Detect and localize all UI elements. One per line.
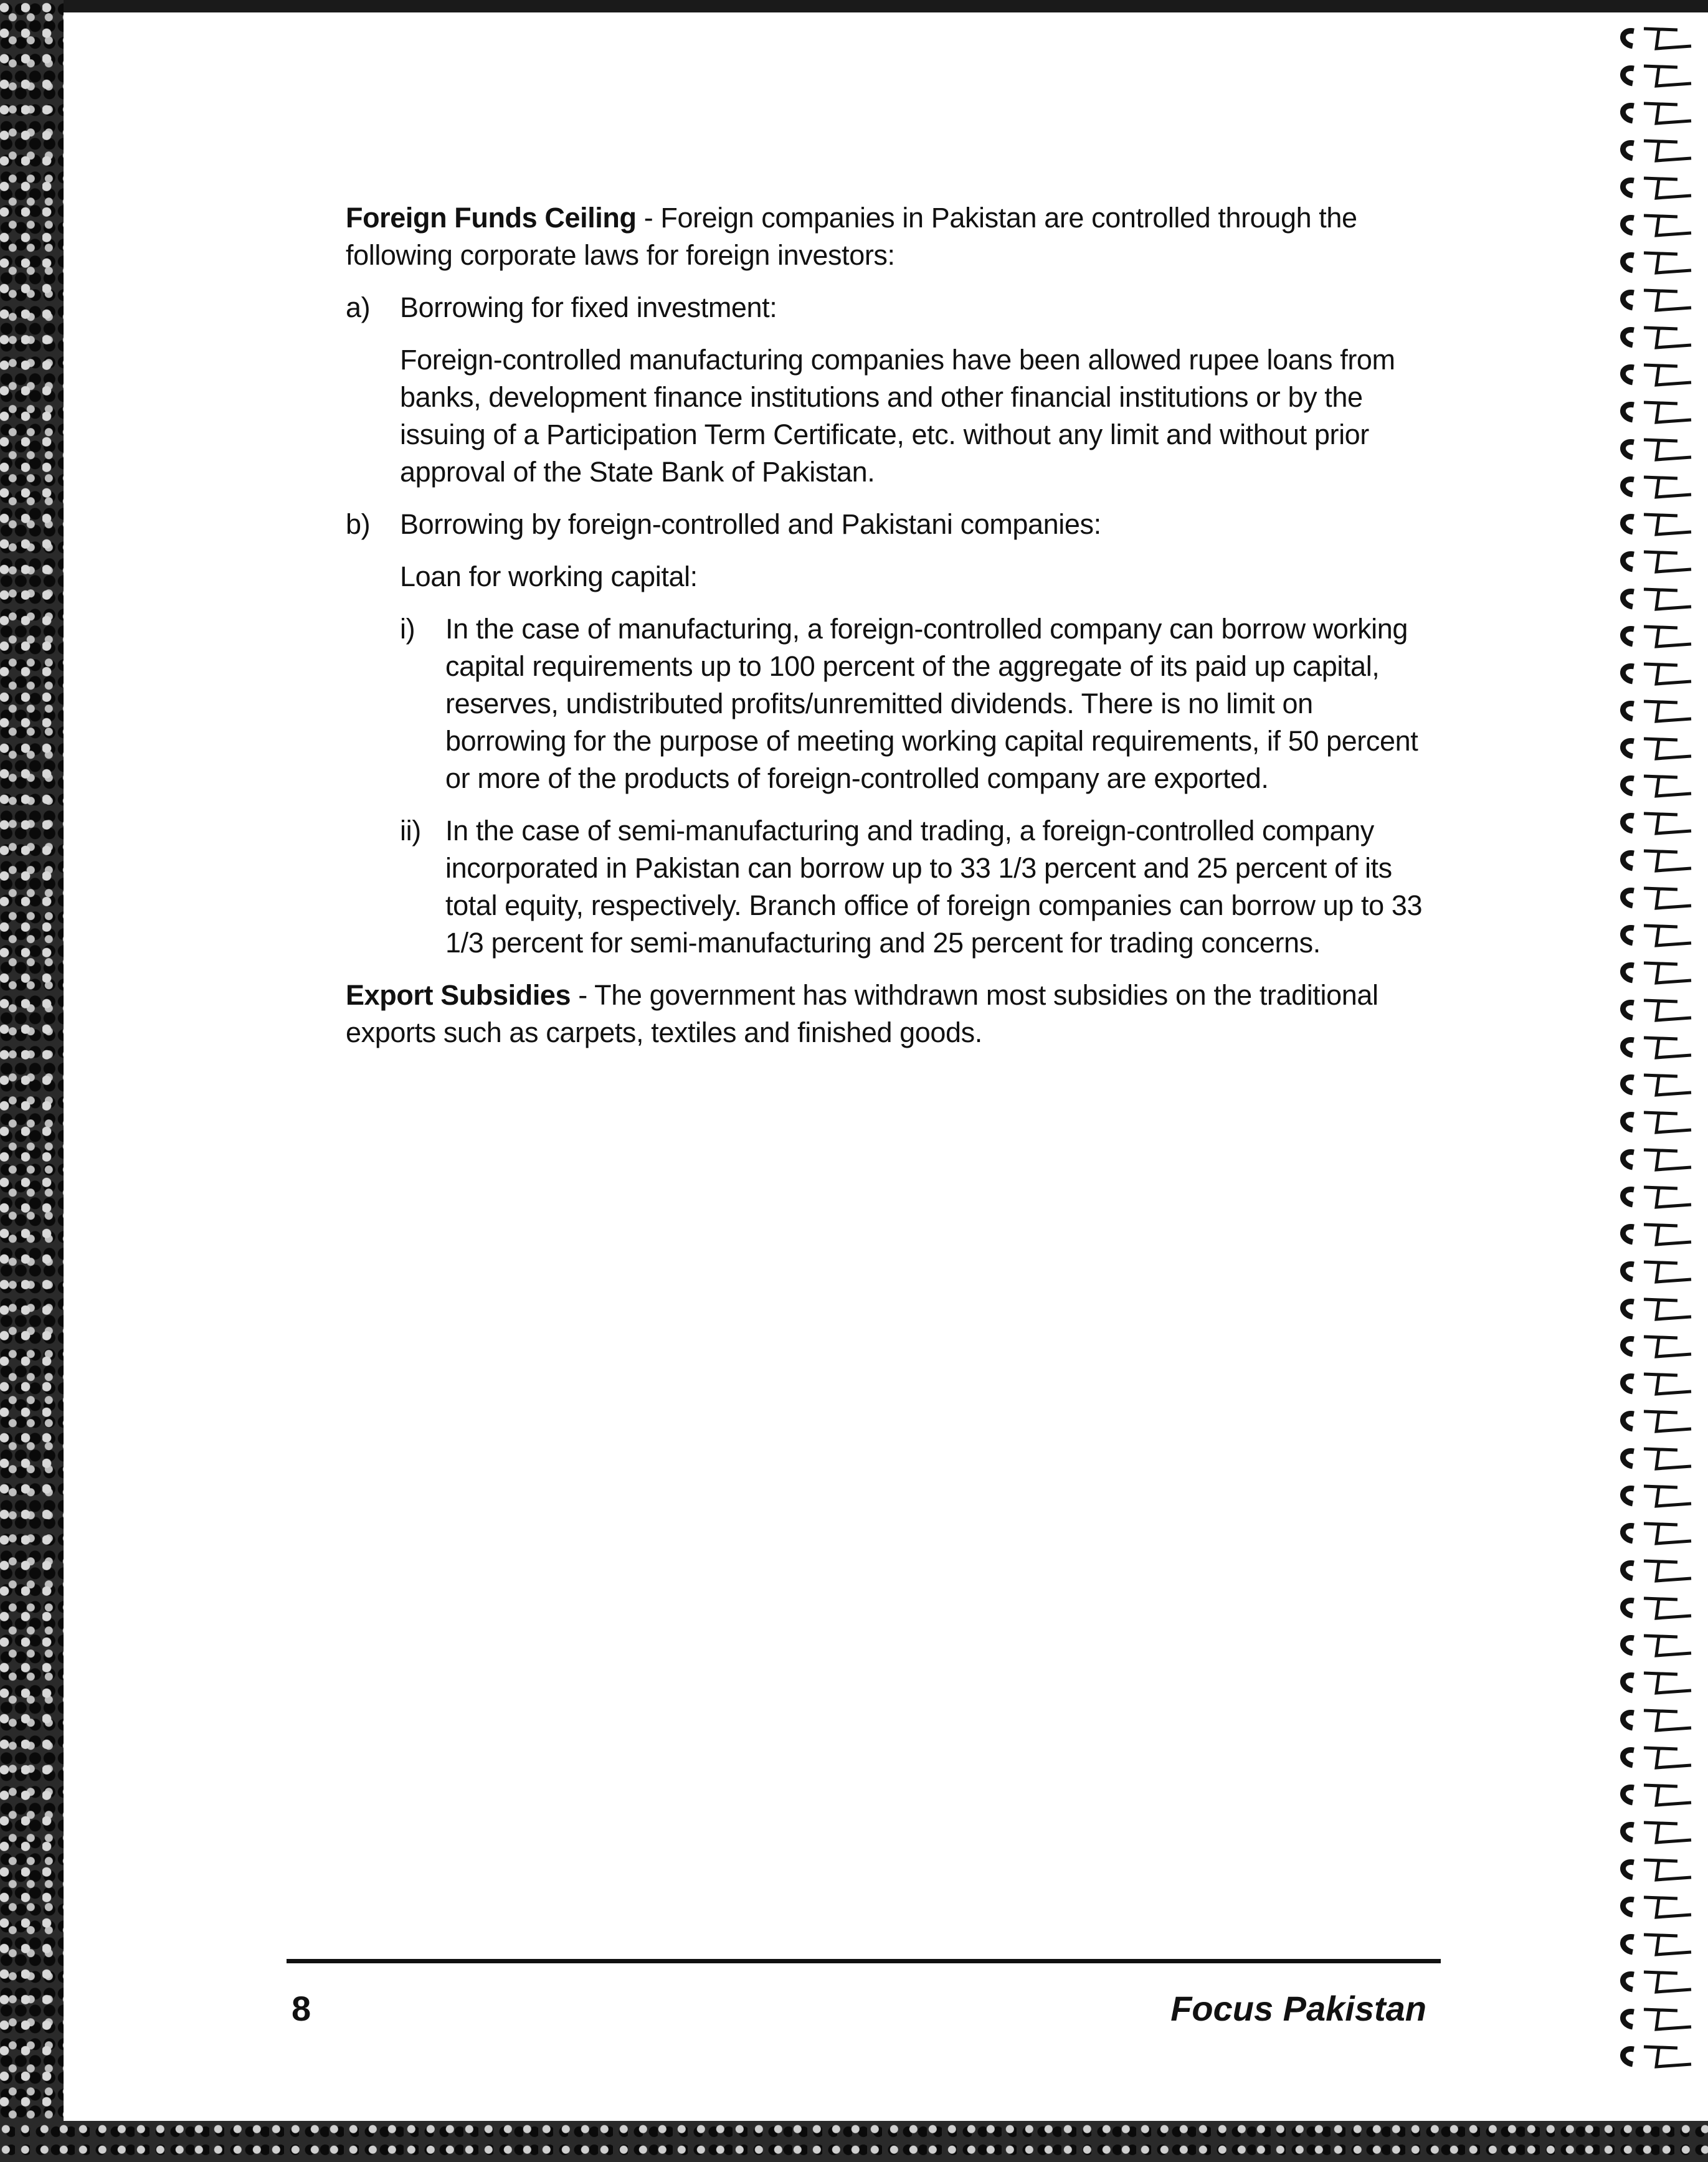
spiral-ring xyxy=(1615,1109,1696,1136)
spiral-ring xyxy=(1615,586,1696,613)
page-number: 8 xyxy=(292,1989,311,2028)
sub-label-i: i) xyxy=(400,613,415,645)
list-item-b-title: Borrowing by foreign-controlled and Pakistani companies: xyxy=(400,508,1101,540)
list-item-a-title: Borrowing for fixed investment: xyxy=(400,292,777,323)
scan-border-bottom xyxy=(0,2121,1708,2162)
spiral-ring xyxy=(1615,2006,1696,2033)
spiral-ring xyxy=(1615,1557,1696,1585)
spiral-ring xyxy=(1615,1445,1696,1472)
spiral-ring xyxy=(1615,623,1696,650)
spiral-ring xyxy=(1615,1707,1696,1734)
spiral-ring xyxy=(1615,698,1696,725)
spiral-ring xyxy=(1615,1856,1696,1884)
spiral-ring xyxy=(1615,1370,1696,1398)
spiral-ring xyxy=(1615,100,1696,127)
spiral-ring xyxy=(1615,2043,1696,2070)
spiral-ring xyxy=(1615,1146,1696,1173)
spiral-ring xyxy=(1615,436,1696,463)
spiral-ring xyxy=(1615,1296,1696,1323)
spiral-ring xyxy=(1615,1221,1696,1248)
spiral-ring xyxy=(1615,1819,1696,1846)
spiral-ring xyxy=(1615,212,1696,239)
spiral-ring xyxy=(1615,1931,1696,1958)
spiral-ring xyxy=(1615,660,1696,688)
spiral-ring xyxy=(1615,735,1696,762)
spiral-ring xyxy=(1615,1669,1696,1697)
spiral-ring xyxy=(1615,25,1696,52)
spiral-ring xyxy=(1615,884,1696,912)
spiral-ring xyxy=(1615,399,1696,426)
scan-border-left xyxy=(0,0,64,2162)
spiral-ring xyxy=(1615,324,1696,351)
spiral-ring xyxy=(1615,361,1696,389)
spiral-ring xyxy=(1615,473,1696,501)
foreign-funds-paragraph xyxy=(346,199,1436,274)
sub-item-i-text: In the case of manufacturing, a foreign-controlled company can borrow working capital requirements up to 100 percent of the aggregate of its paid up capital, reserves, undistributed profits/unremitted dividends. There is no limit on borrowing for the purpose of meeting working capital requirements, if 50 percent or more of the products of foreign-controlled company are exported. xyxy=(445,613,1418,794)
list-item-a xyxy=(346,289,1436,326)
list-label-b: b) xyxy=(346,508,371,540)
export-subsidies-paragraph xyxy=(346,977,1436,1051)
sub-item-ii xyxy=(346,812,1436,962)
spiral-ring xyxy=(1615,810,1696,837)
export-subsidies-body: - The government has withdrawn most subsidies on the traditional exports such as carpets, textiles and finished goods. xyxy=(346,979,1378,1048)
footer-rule xyxy=(287,1959,1441,1963)
spiral-ring xyxy=(1615,1071,1696,1099)
spiral-ring xyxy=(1615,922,1696,949)
foreign-funds-heading: Foreign Funds Ceiling xyxy=(346,202,637,234)
spiral-ring xyxy=(1615,1034,1696,1061)
list-item-a-body: Foreign-controlled manufacturing companies have been allowed rupee loans from banks, development finance institutions and other financial institutions or by the issuing of a Participation Term Certificate, etc. without any limit and without prior approval of the State Bank of Pakistan. xyxy=(400,344,1395,488)
sub-item-ii-text: In the case of semi-manufacturing and trading, a foreign-controlled company incorporated in Pakistan can borrow up to 33 1/3 percent and 25 percent of its total equity, respectively. Branch office of foreign companies can borrow up to 33 1/3 percent for semi-manufacturing and 25 percent for trading concerns. xyxy=(445,815,1423,959)
list-item-b xyxy=(346,506,1436,543)
spiral-ring xyxy=(1615,1894,1696,1921)
spiral-ring xyxy=(1615,1781,1696,1809)
spiral-ring xyxy=(1615,1520,1696,1547)
spiral-ring xyxy=(1615,1258,1696,1286)
spiral-ring xyxy=(1615,1595,1696,1622)
list-item-b-subtitle: Loan for working capital: xyxy=(400,561,698,592)
spiral-ring xyxy=(1615,959,1696,987)
spiral-ring xyxy=(1615,1968,1696,1996)
spiral-ring xyxy=(1615,1333,1696,1360)
spiral-ring xyxy=(1615,1482,1696,1510)
spiral-ring xyxy=(1615,847,1696,875)
sub-item-i xyxy=(346,610,1436,797)
spiral-ring xyxy=(1615,249,1696,277)
publication-title: Focus Pakistan xyxy=(1170,1989,1426,2028)
list-label-a: a) xyxy=(346,292,371,323)
sub-label-ii: ii) xyxy=(400,815,421,846)
foreign-funds-intro: - Foreign companies in Pakistan are controlled through the following corporate laws for foreign investors: xyxy=(346,202,1357,271)
spiral-ring xyxy=(1615,772,1696,800)
export-subsidies-heading: Export Subsidies xyxy=(346,979,571,1011)
spiral-binding xyxy=(1610,25,1708,2121)
spiral-ring xyxy=(1615,174,1696,202)
spiral-ring xyxy=(1615,997,1696,1024)
spiral-ring xyxy=(1615,1183,1696,1211)
spiral-ring xyxy=(1615,1408,1696,1435)
scan-border-top xyxy=(0,0,1708,12)
spiral-ring xyxy=(1615,1632,1696,1659)
spiral-ring xyxy=(1615,137,1696,164)
spiral-ring xyxy=(1615,1744,1696,1771)
spiral-ring xyxy=(1615,62,1696,90)
spiral-ring xyxy=(1615,548,1696,576)
spiral-ring xyxy=(1615,511,1696,538)
spiral-ring xyxy=(1615,287,1696,314)
page-content xyxy=(346,199,1436,1066)
